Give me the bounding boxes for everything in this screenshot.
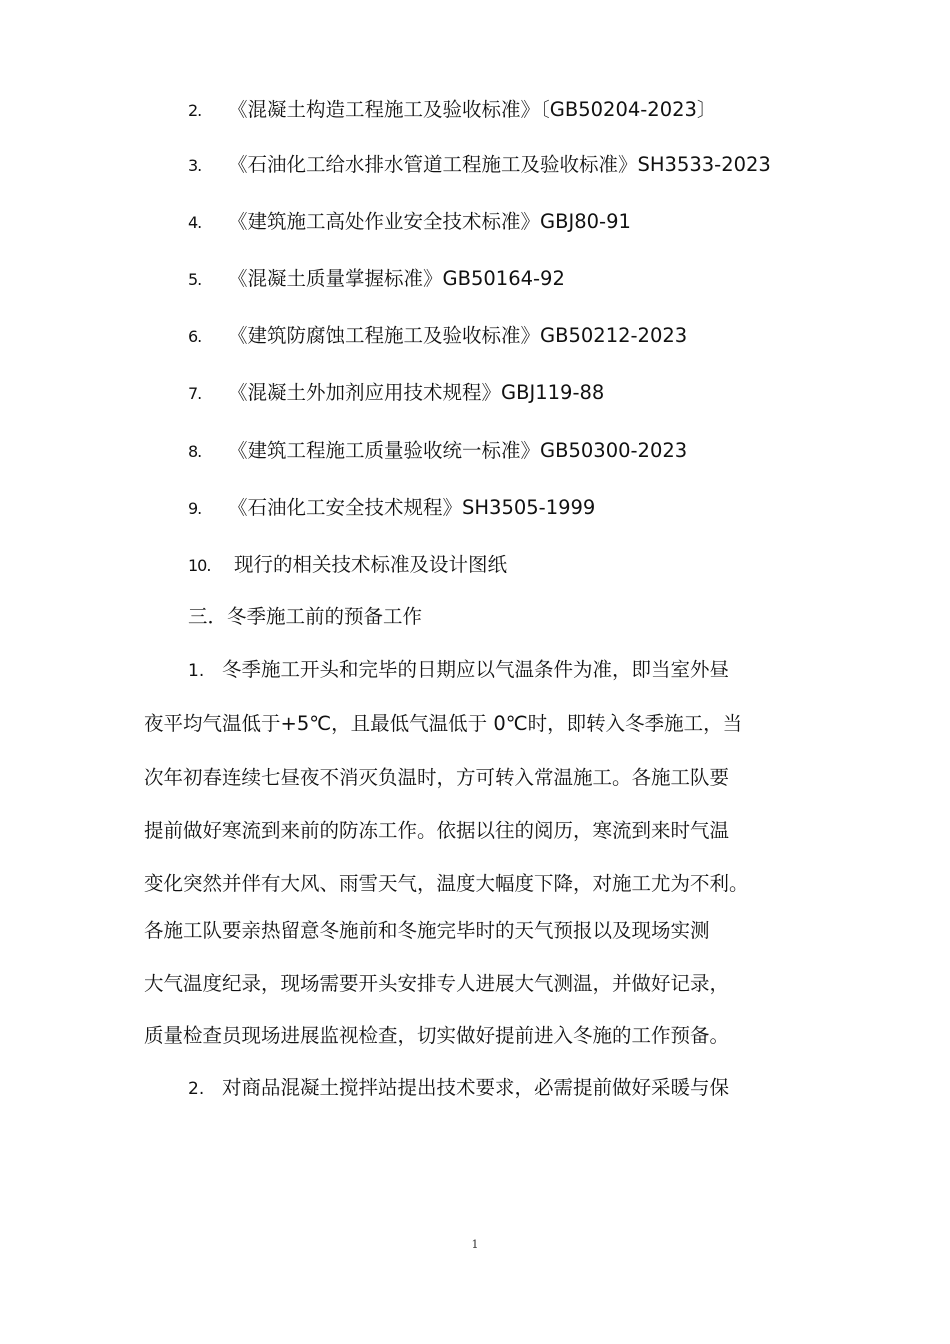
reference-text: 《混凝土构造工程施工及验收标准》〔GB50204-2023〕 <box>228 98 717 121</box>
reference-number: 10. <box>188 556 211 575</box>
paragraph-line: 提前做好寒流到来前的防冻工作。依据以往的阅历，寒流到来时气温 <box>144 819 730 842</box>
reference-number: 2. <box>188 101 202 120</box>
reference-text: 《石油化工给水排水管道工程施工及验收标准》SH3533-2023 <box>228 153 771 176</box>
paragraph-number: 1. <box>188 661 205 681</box>
reference-text: 《建筑防腐蚀工程施工及验收标准》GB50212-2023 <box>228 324 688 347</box>
reference-item <box>188 96 716 124</box>
paragraph-line: 夜平均气温低于+5℃，且最低气温低于 0℃时，即转入冬季施工，当 <box>144 712 743 735</box>
reference-text: 《建筑工程施工质量验收统一标准》GB50300-2023 <box>228 439 688 462</box>
reference-item <box>188 379 604 407</box>
reference-number: 6. <box>188 327 202 346</box>
reference-item <box>188 265 565 293</box>
paragraph-line: 各施工队要亲热留意冬施前和冬施完毕时的天气预报以及现场实测 <box>144 919 710 942</box>
paragraph-line <box>188 656 814 685</box>
paragraph-line <box>188 1074 814 1103</box>
reference-text: 《石油化工安全技术规程》SH3505-1999 <box>228 496 596 519</box>
reference-item <box>188 151 771 179</box>
reference-text: 现行的相关技术标准及设计图纸 <box>234 553 508 576</box>
reference-number: 4. <box>188 213 202 232</box>
paragraph-text: 对商品混凝土搅拌站提出技术要求，必需提前做好采暖与保 <box>222 1076 730 1099</box>
paragraph-line: 大气温度纪录，现场需要开头安排专人进展大气测温，并做好记录， <box>144 972 730 995</box>
paragraph-text: 冬季施工开头和完毕的日期应以气温条件为准，即当室外昼 <box>222 658 730 681</box>
reference-text: 《混凝土外加剂应用技术规程》GBJ119-88 <box>228 381 605 404</box>
reference-number: 3. <box>188 156 202 175</box>
paragraph-line: 质量检查员现场进展监视检查，切实做好提前进入冬施的工作预备。 <box>144 1024 730 1047</box>
reference-number: 8. <box>188 442 202 461</box>
reference-item <box>188 208 631 236</box>
paragraph-line: 变化突然并伴有大风、雨雪天气，温度大幅度下降，对施工尤为不利。 <box>144 872 749 895</box>
reference-text: 《混凝土质量掌握标准》GB50164-92 <box>228 267 565 290</box>
reference-number: 9. <box>188 499 202 518</box>
paragraph-line: 次年初春连续七昼夜不消灭负温时，方可转入常温施工。各施工队要 <box>144 766 730 789</box>
reference-item <box>188 322 687 350</box>
paragraph-number: 2. <box>188 1079 205 1099</box>
reference-text: 《建筑施工高处作业安全技术标准》GBJ80-91 <box>228 210 631 233</box>
page-number: 1 <box>471 1238 479 1251</box>
reference-number: 5. <box>188 270 202 289</box>
section-heading: 三．冬季施工前的预备工作 <box>188 605 423 628</box>
reference-number: 7. <box>188 384 202 403</box>
reference-item <box>188 437 687 465</box>
reference-item <box>188 551 507 579</box>
reference-item <box>188 494 595 522</box>
